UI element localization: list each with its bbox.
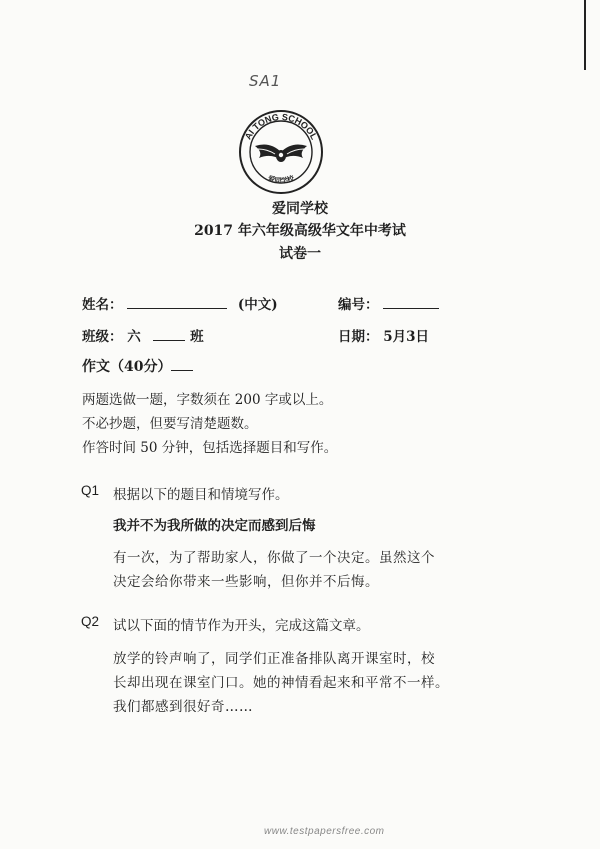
logo-top-text: AI TONG SCHOOL	[242, 111, 320, 142]
instruction-line: 不必抄题，但要写清楚题数。	[82, 416, 258, 432]
wings-emblem-icon	[255, 144, 307, 162]
page-edge-line	[584, 0, 586, 70]
class-field	[82, 325, 204, 345]
section-title	[82, 356, 193, 376]
class-label: 班级：	[82, 329, 123, 345]
section-title-prefix: 作文（	[82, 359, 124, 375]
date-label: 日期：	[338, 329, 379, 345]
question-body-line: 长却出现在课室门口。她的神情看起来和平常不一样。	[113, 675, 449, 691]
name-field	[82, 293, 278, 313]
paper-name: 试卷一	[279, 246, 321, 262]
instruction-line: 作答时间 50 分钟，包括选择题目和写作。	[82, 440, 338, 456]
question-body-line: 有一次，为了帮助家人，你做了一个决定。虽然这个	[113, 550, 435, 566]
number-blank[interactable]	[383, 296, 439, 309]
question-body-line: 决定会给你带来一些影响，但你并不后悔。	[113, 574, 379, 590]
number-field	[338, 293, 439, 313]
instruction-line: 两题选做一题，字数须在 200 字或以上。	[82, 392, 333, 408]
section-title-marks: 40分	[124, 359, 158, 375]
date-field	[338, 325, 429, 345]
question-prompt: 试以下面的情节作为开头，完成这篇文章。	[113, 618, 370, 634]
number-label: 编号：	[338, 297, 379, 313]
question-body-line: 我们都感到很好奇……	[113, 699, 253, 715]
footer-watermark: www.testpapersfree.com	[264, 826, 385, 837]
question-body-line: 放学的铃声响了，同学们正准备排队离开课室时，校	[113, 651, 435, 667]
school-name: 爱同学校	[272, 201, 328, 217]
question-number: Q1	[81, 483, 100, 498]
section-title-suffix: ）	[157, 359, 172, 375]
name-label: 姓名：	[82, 297, 123, 313]
question-prompt: 根据以下的题目和情境写作。	[113, 487, 289, 503]
handwritten-mark: SA1	[249, 72, 282, 90]
question-title: 我并不为我所做的决定而感到后悔	[113, 518, 316, 534]
class-prefix: 六	[127, 329, 141, 345]
question-number: Q2	[81, 614, 100, 629]
name-blank[interactable]	[127, 296, 227, 309]
school-crest-logo	[237, 108, 325, 196]
logo-bottom-text: 爱同学校	[266, 174, 296, 186]
section-title-underline	[171, 360, 193, 371]
name-suffix: (中文)	[237, 297, 278, 313]
class-blank[interactable]	[153, 328, 185, 341]
class-suffix: 班	[190, 329, 204, 345]
date-value: 5月3日	[383, 329, 429, 345]
exam-title: 2017 年六年级高级华文年中考试	[194, 223, 406, 239]
